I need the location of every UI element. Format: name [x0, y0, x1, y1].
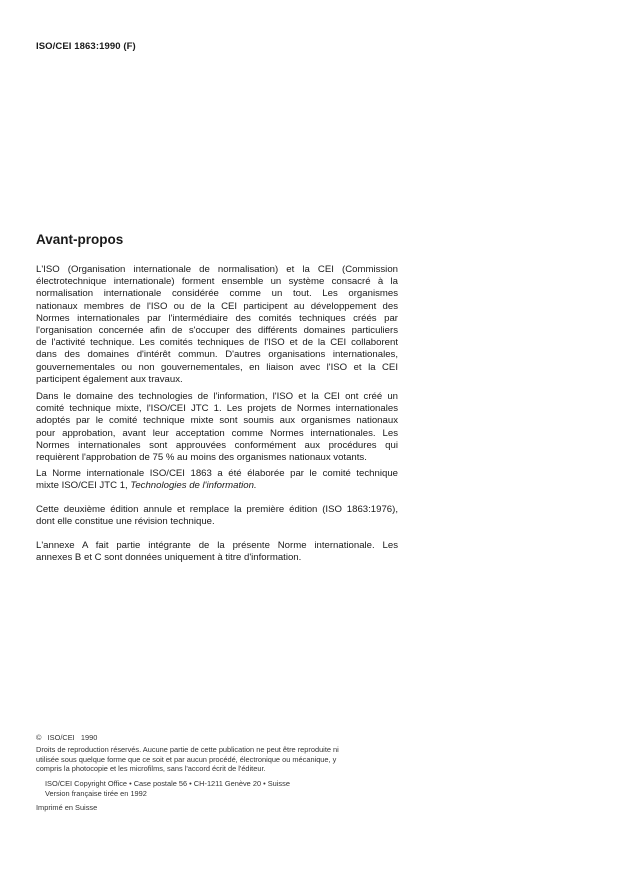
paragraph-line: nationaux membres de l'ISO ou de la CEI participent au développement des [36, 300, 398, 312]
paragraph-line: participent également aux travaux. [36, 373, 183, 385]
paragraph-line: normalisation internationale considérée comme un tout. Les organismes [36, 288, 398, 300]
paragraph-line: Normes internationales par l'intermédiaire des comités techniques créés par [36, 312, 398, 324]
paragraph-line: de l'activité technique. Les comités techniques de l'ISO et de la CEI collaborent [36, 337, 398, 349]
paragraph-3 [36, 468, 398, 492]
paragraph-line: comité technique mixte, l'ISO/CEI JTC 1. Les projets de Normes internationales [36, 403, 398, 415]
paragraph-1 [36, 264, 398, 386]
paragraph-5 [36, 540, 398, 564]
section-heading: Avant-propos [36, 232, 124, 247]
rights-line: Droits de reproduction réservés. Aucune partie de cette publication ne peut être reproduite ni [36, 745, 339, 754]
paragraph-4 [36, 504, 398, 528]
paragraph-line: dans des domaines d'intérêt commun. D'autres organisations internationales, [36, 349, 398, 361]
paragraph-line: Cette deuxième édition annule et remplace la première édition (ISO 1863:1976), [36, 504, 398, 515]
rights-line: compris la photocopie et les microfilms, sans l'accord écrit de l'éditeur. [36, 764, 266, 774]
paragraph-2 [36, 391, 398, 464]
rights-notice [36, 745, 339, 774]
paragraph-line: requièrent l'approbation de 75 % au moins des organismes nationaux votants. [36, 452, 367, 464]
copyright-text: ISO/CEI 1990 [47, 733, 98, 742]
publisher-info [36, 779, 290, 798]
copyright-icon: © [36, 733, 42, 742]
document-header: ISO/CEI 1863:1990 (F) [36, 41, 136, 52]
publisher-address: ISO/CEI Copyright Office • Case postale 56 • CH-1211 Genève 20 • Suisse [45, 779, 290, 788]
paragraph-line: mixte ISO/CEI JTC 1, Technologies de l'information. [36, 480, 257, 492]
paragraph-line: électrotechnique internationale) forment ensemble un système consacré à la [36, 276, 398, 288]
paragraph-line: Dans le domaine des technologies de l'information, l'ISO et la CEI ont créé un [36, 391, 398, 402]
rights-line: utilisée sous quelque forme que ce soit et par aucun procédé, électronique ou mécanique, y [36, 754, 337, 764]
paragraph-line: gouvernementales ou non gouvernementales, en liaison avec l'ISO et la CEI [36, 361, 398, 373]
paragraph-line: pour approbation, avant leur acceptation comme Normes internationales. Les [36, 427, 398, 439]
paragraph-line: Normes internationales sont approuvées conformément aux procédures qui [36, 439, 398, 451]
paragraph-line: annexes B et C sont données uniquement à titre d'information. [36, 552, 302, 564]
copyright-line [36, 733, 97, 743]
paragraph-line: L'ISO (Organisation internationale de normalisation) et la CEI (Commission [36, 264, 398, 275]
printed-in: Imprimé en Suisse [36, 803, 98, 812]
paragraph-line: l'organisation concernée afin de s'occuper des différents domaines particuliers [36, 325, 398, 337]
committee-title: Technologies de l'information. [130, 480, 257, 492]
paragraph-line: L'annexe A fait partie intégrante de la présente Norme internationale. Les [36, 540, 398, 551]
version-note: Version française tirée en 1992 [45, 788, 147, 798]
paragraph-line: adoptés par le comité technique mixte sont soumis aux organismes nationaux [36, 415, 398, 427]
paragraph-line: dont elle constitue une révision technique. [36, 516, 215, 528]
paragraph-line: La Norme internationale ISO/CEI 1863 a été élaborée par le comité technique [36, 468, 398, 479]
